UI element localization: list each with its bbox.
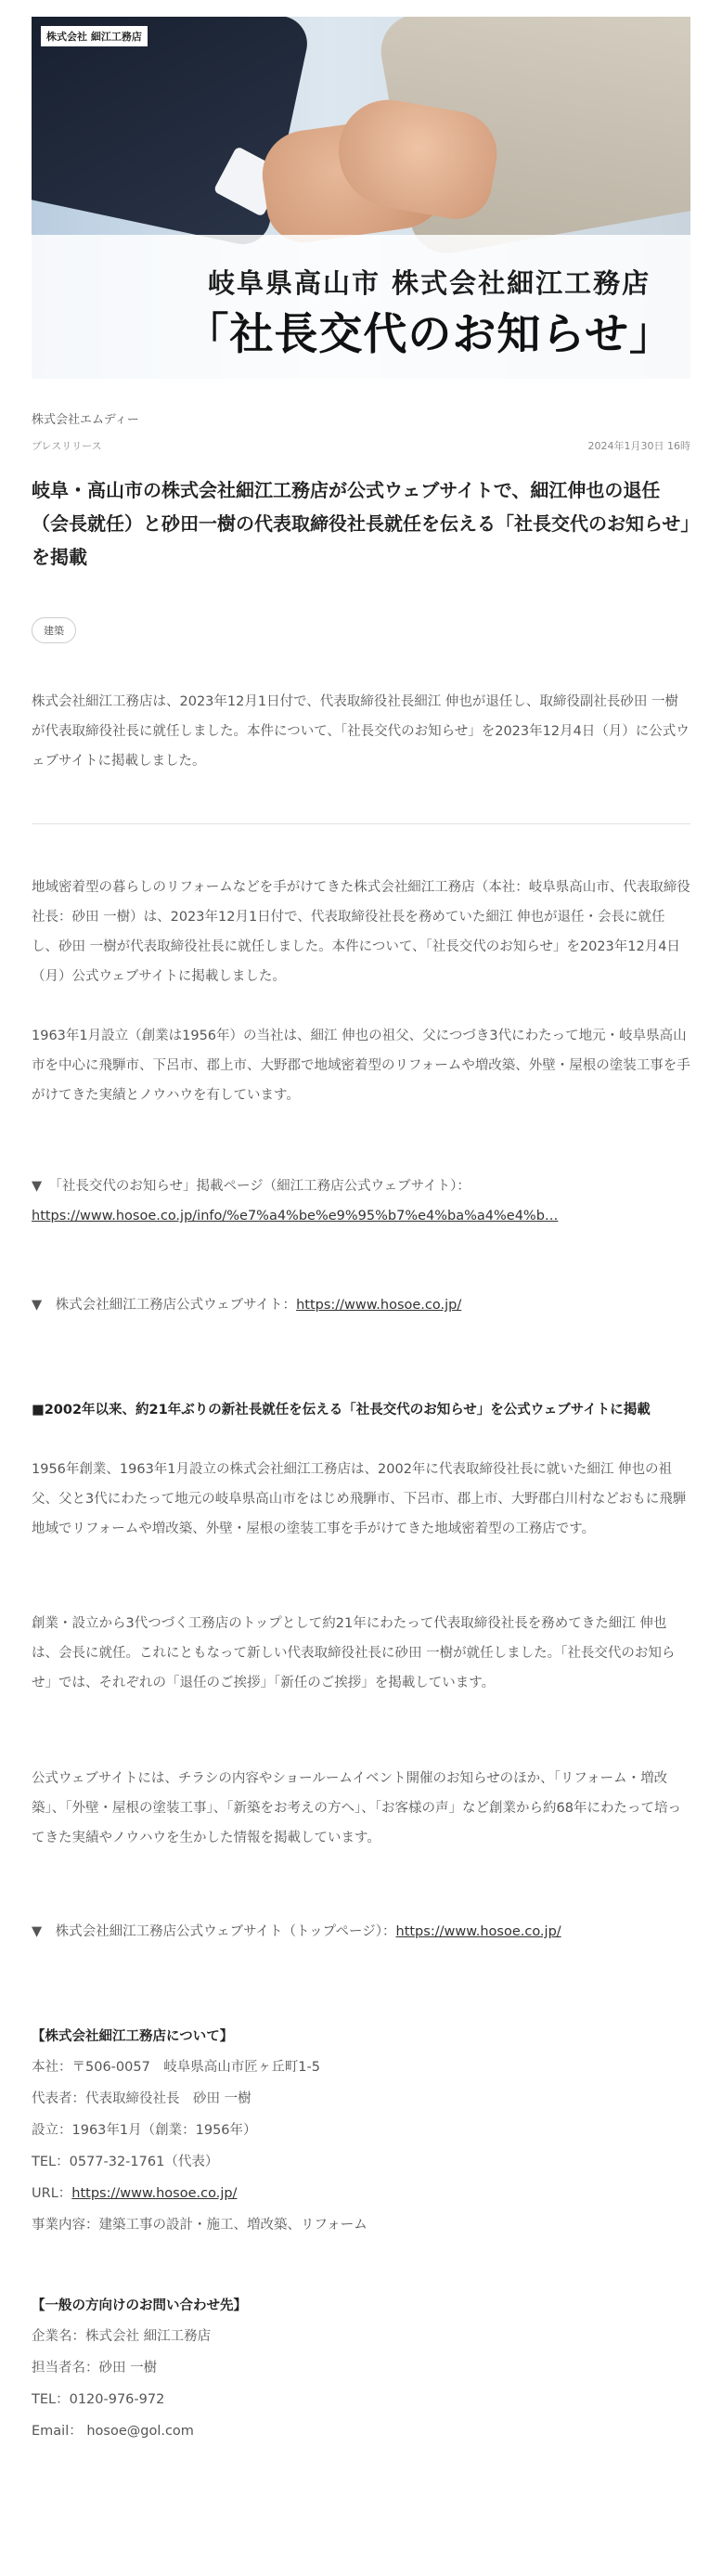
website-link[interactable]: https://www.hosoe.co.jp/: [296, 1298, 462, 1313]
contact-person: 担当者名：砂田 一樹: [32, 2361, 158, 2375]
publisher-name[interactable]: 株式会社エムディー: [32, 413, 139, 427]
about-founded: 設立：1963年1月（創業：1956年）: [32, 2123, 257, 2138]
summary-text: 株式会社細江工務店は、2023年12月1日付で、代表取締役社長細江 伸也が退任し、取締役副社長砂田 一樹が代表取締役社長に就任しました。本件について、「社長交代のお知らせ」を2023年12月4日（月）に公式ウェブサイトに掲載しました。: [32, 694, 690, 769]
contact-tel: TEL：0120-976-972: [32, 2392, 165, 2407]
divider: [32, 823, 690, 824]
about-url-row: [32, 2178, 690, 2209]
release-meta: [32, 438, 690, 453]
section-heading: ■2002年以来、約21年ぶりの新社長就任を伝える「社長交代のお知らせ」を公式ウェブサイトに掲載: [32, 1403, 651, 1417]
hero-image: [32, 17, 690, 379]
release-date: 2024年1月30日 16時: [587, 440, 690, 452]
top-page-link-row: [32, 1917, 690, 1947]
link-label: ▼ 株式会社細江工務店公式ウェブサイト：: [32, 1298, 297, 1313]
body-paragraph: 創業・設立から3代つづく工務店のトップとして約21年にわたって代表取締役社長を務めてきた細江 伸也は、会長に就任。これにともなって新しい代表取締役社長に砂田 一樹が就任しました。「社長交代のお知らせ」では、それぞれの「退任のご挨拶」「新任のご挨拶」を掲載しています。: [32, 1616, 676, 1690]
about-address: 本社：〒506-0057 岐阜県高山市匠ヶ丘町1-5: [32, 2060, 320, 2075]
about-tel: TEL：0577-32-1761（代表）: [32, 2155, 219, 2169]
link-label: ▼ 「社長交代のお知らせ」掲載ページ（細江工務店公式ウェブサイト）：: [32, 1179, 471, 1194]
body-paragraph: 公式ウェブサイトには、チラシの内容やショールームイベント開催のお知らせのほか、「リフォーム・増改築」、「外壁・屋根の塗装工事」、「新築をお考えの方へ」、「お客様の声」など創業から約68年にわたって培ってきた実績やノウハウを生かした情報を掲載しています。: [32, 1771, 681, 1845]
company-logo: 株式会社 細江工務店: [41, 26, 148, 46]
page-title: 岐阜・高山市の株式会社細江工務店が公式ウェブサイトで、細江伸也の退任（会長就任）と砂田一樹の代表取締役社長就任を伝える「社長交代のお知らせ」を掲載: [32, 479, 690, 568]
release-category: プレスリリース: [32, 440, 102, 452]
about-representative: 代表者：代表取締役社長 砂田 一樹: [32, 2091, 251, 2106]
announcement-link[interactable]: https://www.hosoe.co.jp/info/%e7%a4%be%e9%95%b7%e4%ba%a4%e4%b…: [32, 1209, 559, 1223]
hero-title-line2: 「社長交代のお知らせ」: [185, 309, 674, 360]
about-business: 事業内容：建築工事の設計・施工、増改築、リフォーム: [32, 2218, 367, 2233]
contact-email: Email： hosoe@gol.com: [32, 2424, 194, 2439]
about-heading: 【株式会社細江工務店について】: [32, 2029, 234, 2044]
contact-heading: 【一般の方向けのお問い合わせ先】: [32, 2298, 247, 2313]
contact-company: 企業名：株式会社 細江工務店: [32, 2329, 212, 2344]
about-url-link[interactable]: https://www.hosoe.co.jp/: [71, 2186, 238, 2201]
hero-title-line1: 岐阜県高山市 株式会社細江工務店: [208, 267, 651, 299]
top-page-link[interactable]: https://www.hosoe.co.jp/: [395, 1924, 561, 1939]
body-paragraph: 1956年創業、1963年1月設立の株式会社細江工務店は、2002年に代表取締役社長に就いた細江 伸也の祖父、父と3代にわたって地元の岐阜県高山市をはじめ飛騨市、下呂市、郡上市、大野郡白川村などおもに飛騨地域でリフォームや増改築、外壁・屋根の塗装工事を手がけてきた地域密着型の工務店です。: [32, 1462, 687, 1536]
about-url-label: URL：: [32, 2186, 72, 2201]
link-label: ▼ 株式会社細江工務店公式ウェブサイト（トップページ）：: [32, 1924, 396, 1939]
about-info: [32, 2052, 690, 2241]
body-paragraph: 地域密着型の暮らしのリフォームなどを手がけてきた株式会社細江工務店（本社：岐阜県高山市、代表取締役社長：砂田 一樹）は、2023年12月1日付で、代表取締役社長を務めていた細江 伸也が退任・会長に就任し、砂田 一樹が代表取締役社長に就任しました。本件について、「社長交代のお知らせ」を2023年12月4日（月）公式ウェブサイトに掲載しました。: [32, 880, 690, 984]
body-paragraph: 1963年1月設立（創業は1956年）の当社は、細江 伸也の祖父、父につづき3代にわたって地元・岐阜県高山市を中心に飛騨市、下呂市、郡上市、大野郡で地域密着型のリフォームや増改築、外壁・屋根の塗装工事を手がけてきた実績とノウハウを有しています。: [32, 1029, 690, 1103]
category-tag[interactable]: 建築: [32, 617, 76, 643]
contact-info: [32, 2321, 690, 2447]
website-link-row: [32, 1290, 690, 1320]
announcement-link-row: [32, 1201, 690, 1231]
